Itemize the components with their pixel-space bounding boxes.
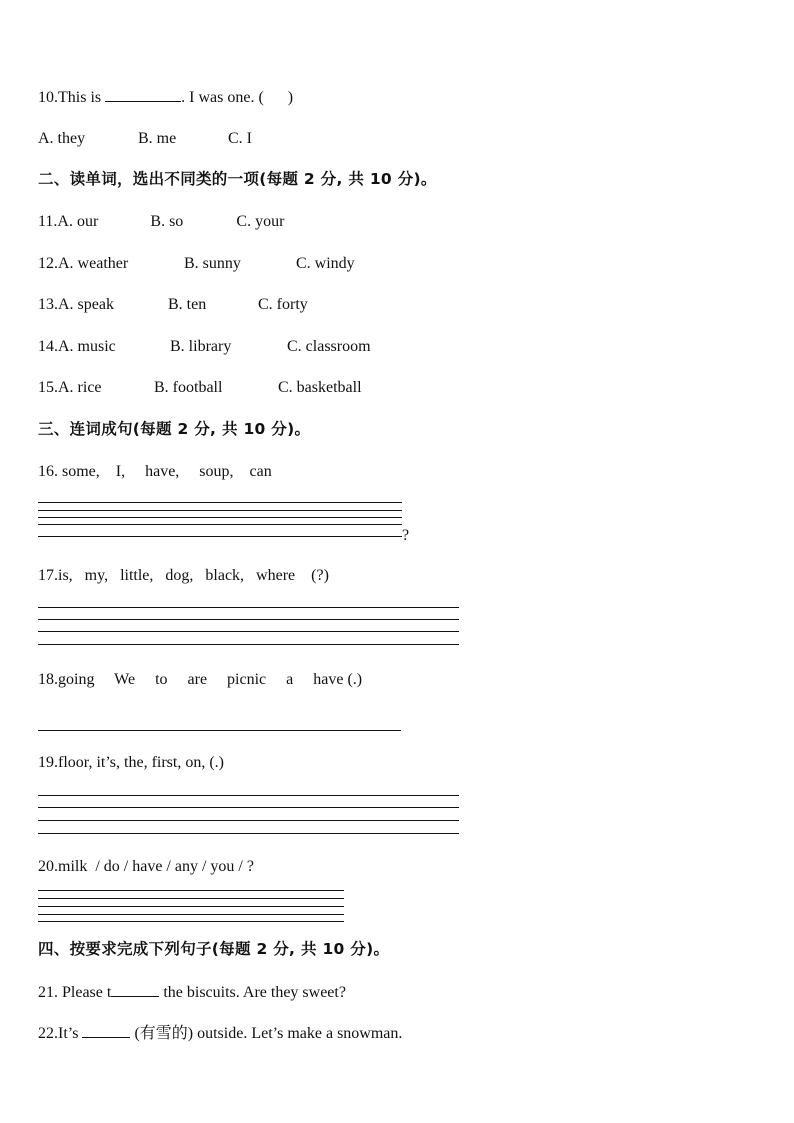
question-15 — [38, 378, 362, 398]
q15-number: 15. — [38, 379, 58, 396]
q10-option-c[interactable]: C. I — [228, 130, 252, 147]
q13-number: 13. — [38, 296, 58, 313]
q15-option-b[interactable]: B. football — [154, 379, 223, 396]
answer-line[interactable] — [38, 524, 402, 525]
q14-number: 14. — [38, 338, 58, 355]
q11-option-c[interactable]: C. your — [236, 213, 285, 230]
question-11 — [38, 212, 284, 232]
q14-option-c[interactable]: C. classroom — [287, 338, 371, 355]
section-3-title: 三、连词成句(每题 2 分, 共 10 分)。 — [38, 420, 311, 438]
question-19: 19.floor, it’s, the, first, on, (.) — [38, 754, 224, 771]
q12-option-c[interactable]: C. windy — [296, 255, 355, 272]
q13-option-c[interactable]: C. forty — [258, 296, 308, 313]
q13-option-b[interactable]: B. ten — [168, 296, 207, 313]
q12-number: 12. — [38, 255, 58, 272]
answer-line[interactable] — [38, 631, 459, 632]
answer-line[interactable] — [38, 890, 344, 891]
answer-line[interactable] — [38, 536, 402, 537]
question-17: 17.is, my, little, dog, black, where (?) — [38, 567, 329, 584]
answer-line[interactable] — [38, 820, 459, 821]
q10-options — [38, 129, 252, 149]
q10-option-b[interactable]: B. me — [138, 130, 177, 147]
question-14 — [38, 337, 371, 357]
answer-line[interactable] — [38, 898, 344, 899]
section-2-title: 二、读单词，选出不同类的一项(每题 2 分, 共 10 分)。 — [38, 170, 437, 188]
q22-before: 22.It’s — [38, 1025, 83, 1042]
question-16: 16. some, I, have, soup, can — [38, 463, 272, 480]
question-21 — [38, 982, 346, 1003]
q11-option-b[interactable]: B. so — [150, 213, 184, 230]
answer-line[interactable] — [38, 510, 402, 511]
answer-line[interactable] — [38, 795, 459, 796]
q22-blank[interactable] — [82, 1023, 130, 1038]
question-20: 20.milk / do / have / any / you / ? — [38, 858, 254, 875]
q14-option-b[interactable]: B. library — [170, 338, 232, 355]
q13-option-a[interactable]: A. speak — [58, 296, 114, 313]
question-22 — [38, 1023, 402, 1044]
section-4-title: 四、按要求完成下列句子(每题 2 分, 共 10 分)。 — [38, 940, 390, 958]
q10-option-a[interactable]: A. they — [38, 130, 86, 147]
question-12 — [38, 254, 355, 274]
q21-after: the biscuits. Are they sweet? — [159, 984, 346, 1001]
q15-option-a[interactable]: A. rice — [58, 379, 102, 396]
answer-line[interactable] — [38, 807, 459, 808]
answer-line[interactable] — [38, 619, 459, 620]
q22-after: (有雪的) outside. Let’s make a snowman. — [130, 1025, 403, 1042]
q14-option-a[interactable]: A. music — [58, 338, 116, 355]
answer-line[interactable] — [38, 914, 344, 915]
answer-line[interactable] — [38, 921, 344, 922]
q11-option-a[interactable]: A. our — [57, 213, 99, 230]
q10-stem-after: . I was one. ( ) — [181, 89, 294, 106]
question-18: 18.going We to are picnic a have (.) — [38, 671, 363, 688]
answer-line[interactable] — [38, 906, 344, 907]
answer-line[interactable] — [38, 644, 459, 645]
q10-blank[interactable] — [105, 87, 181, 102]
question-13 — [38, 295, 308, 315]
q11-number: 11. — [38, 213, 58, 230]
q21-before: 21. Please t — [38, 984, 112, 1001]
question-10 — [38, 87, 293, 108]
answer-line[interactable] — [38, 517, 402, 518]
answer-line[interactable] — [38, 607, 459, 608]
q15-option-c[interactable]: C. basketball — [278, 379, 362, 396]
q16-question-mark: ? — [402, 527, 410, 544]
q12-option-b[interactable]: B. sunny — [184, 255, 241, 272]
q21-blank[interactable] — [111, 982, 159, 997]
q10-stem-before: 10.This is — [38, 89, 106, 106]
q12-option-a[interactable]: A. weather — [58, 255, 129, 272]
answer-line[interactable] — [38, 502, 402, 503]
answer-line[interactable] — [38, 730, 401, 731]
answer-line[interactable] — [38, 833, 459, 834]
